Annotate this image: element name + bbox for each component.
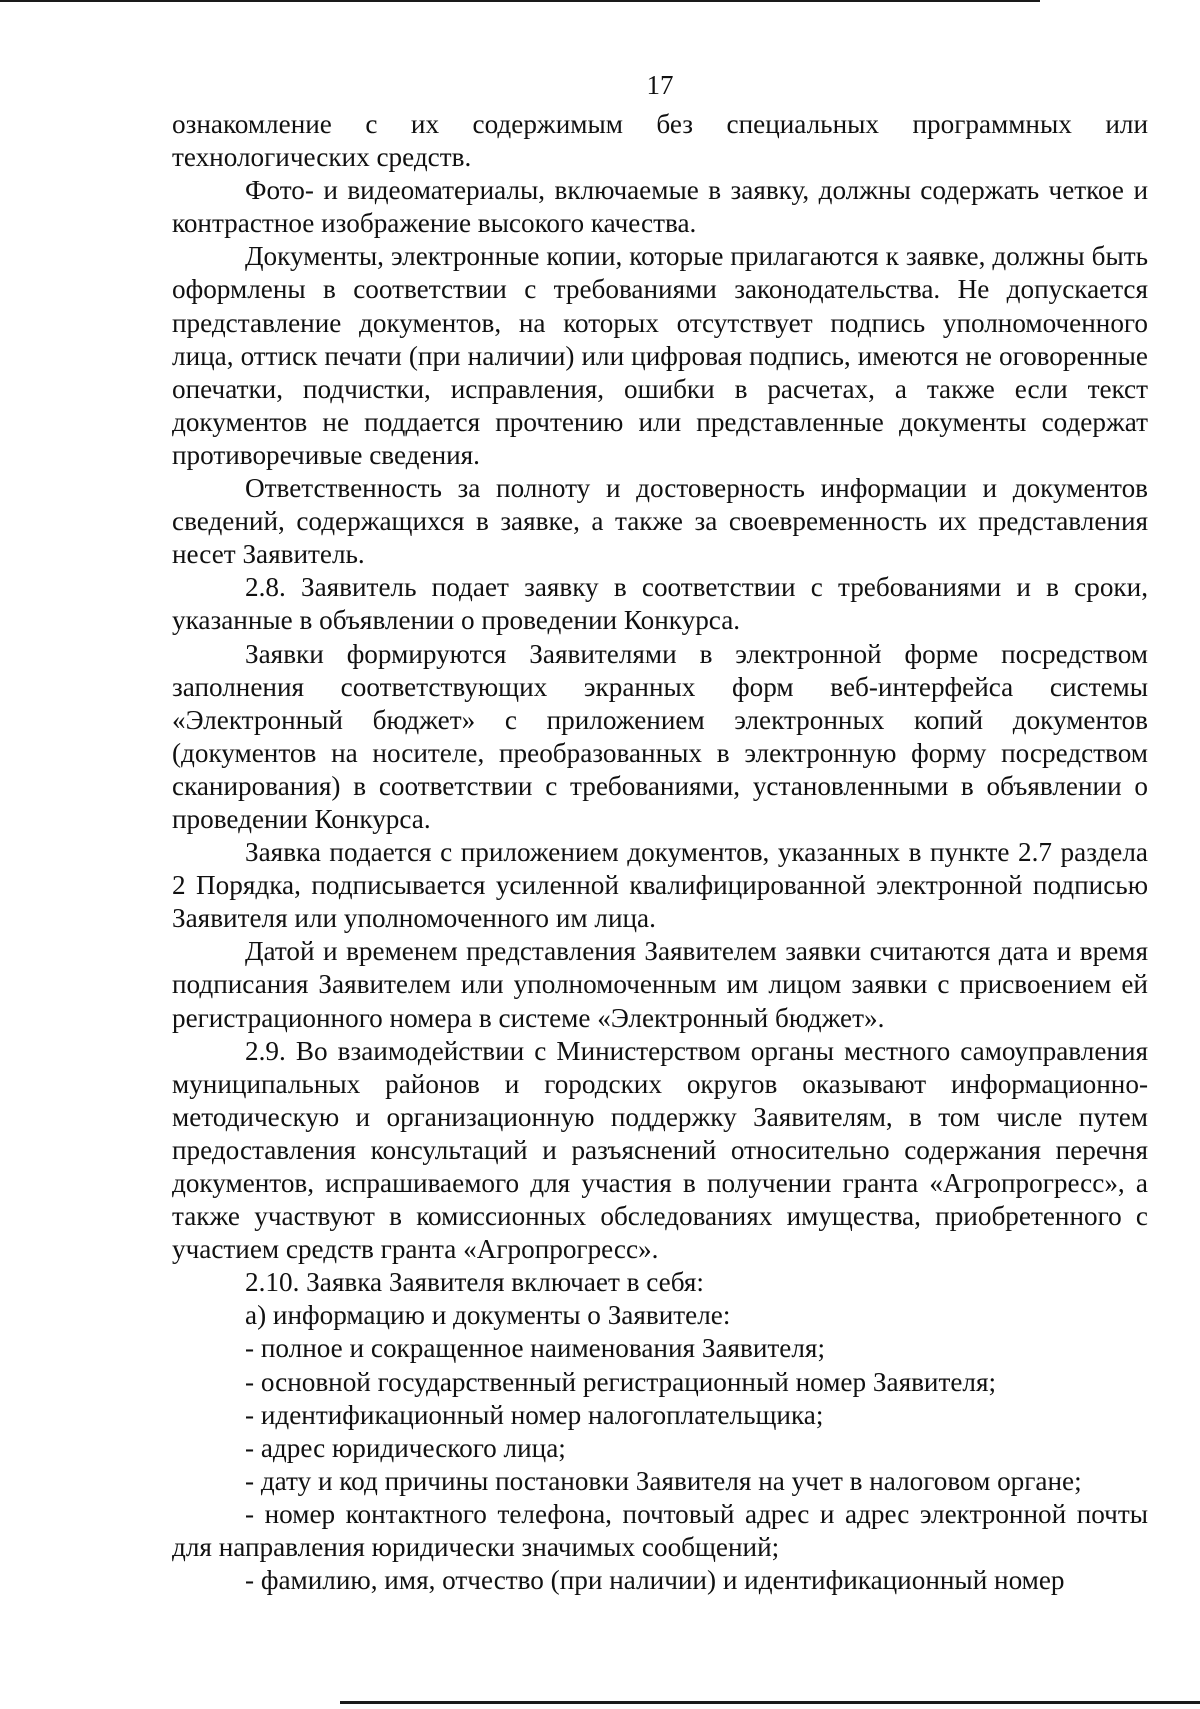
- list-item: - дату и код причины постановки Заявителя на учет в налоговом органе;: [245, 1465, 1082, 1496]
- page-number: 17: [646, 70, 674, 100]
- top-border-line: [0, 0, 1040, 2]
- list-item: - фамилию, имя, отчество (при наличии) и идентификационный номер: [245, 1565, 1065, 1596]
- list-item: - идентификационный номер налогоплательщика;: [245, 1399, 824, 1430]
- document-body: [172, 108, 1148, 1597]
- paragraph: ознакомление с их содержимым без специальных программных или технологических средств.: [172, 109, 1148, 173]
- paragraph: Заявки формируются Заявителями в электронной форме посредством заполнения соответствующих экранных форм веб-интерфейса системы «Электронный бюджет» с приложением электронных копий документов (документов на носителе, преобразованных в электронную форму посредством сканирования) в соответствии с требованиями, установленными в объявлении о проведении Конкурса.: [172, 638, 1148, 834]
- paragraph: Ответственность за полноту и достоверность информации и документов сведений, содержащихся в заявке, а также за своевременность их представления несет Заявитель.: [172, 473, 1148, 570]
- paragraph: Документы, электронные копии, которые прилагаются к заявке, должны быть оформлены в соответствии с требованиями законодательства. Не допускается представление документов, на которых отсутствует подпись уполномоченного лица, оттиск печати (при наличии) или цифровая подпись, имеются не оговоренные опечатки, подчистки, исправления, ошибки в расчетах, а также если текст документов не поддается прочтению или представленные документы содержат противоречивые сведения.: [172, 241, 1148, 470]
- list-item: - адрес юридического лица;: [245, 1432, 566, 1463]
- bottom-border-line: [340, 1701, 1200, 1704]
- list-item: - номер контактного телефона, почтовый адрес и адрес электронной почты для направления юридически значимых сообщений;: [172, 1498, 1148, 1563]
- paragraph: Датой и временем представления Заявителем заявки считаются дата и время подписания Заявителем или уполномоченным им лицом заявки с присвоением ей регистрационного номера в системе «Электронный бюджет».: [172, 936, 1148, 1033]
- paragraph: а) информацию и документы о Заявителе:: [245, 1300, 731, 1331]
- paragraph: 2.10. Заявка Заявителя включает в себя:: [245, 1267, 704, 1298]
- paragraph: 2.8. Заявитель подает заявку в соответствии с требованиями и в сроки, указанные в объявлении о проведении Конкурса.: [172, 572, 1148, 636]
- paragraph: Фото- и видеоматериалы, включаемые в заявку, должны содержать четкое и контрастное изображение высокого качества.: [172, 175, 1148, 239]
- list-item: - основной государственный регистрационный номер Заявителя;: [245, 1366, 997, 1397]
- list-item: - полное и сокращенное наименования Заявителя;: [245, 1333, 825, 1364]
- paragraph: Заявка подается с приложением документов, указанных в пункте 2.7 раздела 2 Порядка, подписывается усиленной квалифицированной электронной подписью Заявителя или уполномоченного им лица.: [172, 837, 1148, 934]
- paragraph: 2.9. Во взаимодействии с Министерством органы местного самоуправления муниципальных районов и городских округов оказывают информационно-методическую и организационную поддержку Заявителям, в том числе путем предоставления консультаций и разъяснений относительно содержания перечня документов, испрашиваемого для участия в получении гранта «Агропрогресс», а также участвуют в комиссионных обследованиях имущества, приобретенного с участием средств гранта «Агропрогресс».: [172, 1035, 1148, 1265]
